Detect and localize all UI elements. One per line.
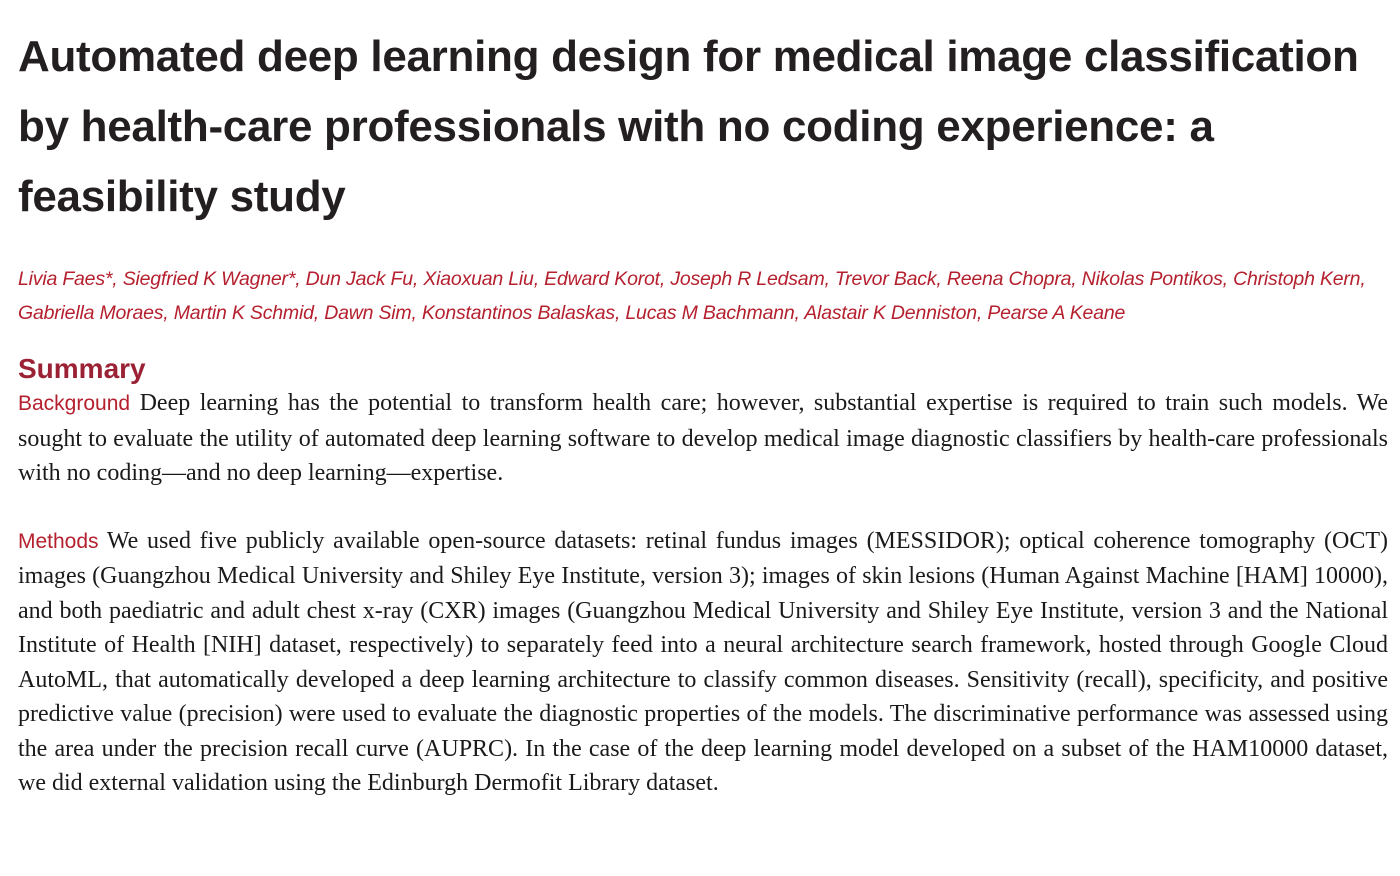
summary-heading: Summary bbox=[18, 353, 146, 384]
background-paragraph bbox=[18, 386, 1388, 491]
background-text: Deep learning has the potential to transform health care; however, substantial expertise is required to train such models. We sought to evaluate the utility of automated deep learning software to develop medical image diagnostic classifiers by health-care professionals with no coding—and no deep learning—expertise. bbox=[18, 390, 1389, 486]
background-label: Background bbox=[18, 392, 131, 415]
author-list: Livia Faes*, Siegfried K Wagner*, Dun Jack Fu, Xiaoxuan Liu, Edward Korot, Joseph R Ledsam, Trevor Back, Reena Chopra, Nikolas Pontikos, Christoph Kern, Gabriella Moraes, Martin K Schmid, Dawn Sim, Konstantinos Balaskas, Lucas M Bachmann, Alastair K Denniston, Pearse A Keane bbox=[18, 268, 1366, 324]
article-title: Automated deep learning design for medical image classification by health-care professionals with no coding experience: a feasibility study bbox=[18, 32, 1359, 221]
methods-text: We used five publicly available open-source datasets: retinal fundus images (MESSIDOR); optical coherence tomography (OCT) images (Guangzhou Medical University and Shiley Eye Institute, version 3); images of skin lesions (Human Against Machine [HAM] 10000), and both paediatric and adult chest x-ray (CXR) images (Guangzhou Medical University and Shiley Eye Institute, version 3 and the National Institute of Health [NIH] dataset, respectively) to separately feed into a neural architecture search framework, hosted through Google Cloud AutoML, that automatically developed a deep learning architecture to classify common diseases. Sensitivity (recall), specificity, and positive predictive value (precision) were used to evaluate the diagnostic properties of the models. The discriminative performance was assessed using the area under the precision recall curve (AUPRC). In the case of the deep learning model developed on a subset of the HAM10000 dataset, we did external validation using the Edinburgh Dermofit Library dataset. bbox=[18, 527, 1388, 796]
methods-paragraph bbox=[18, 524, 1388, 801]
article-page bbox=[18, 22, 1388, 801]
methods-label: Methods bbox=[18, 529, 99, 553]
